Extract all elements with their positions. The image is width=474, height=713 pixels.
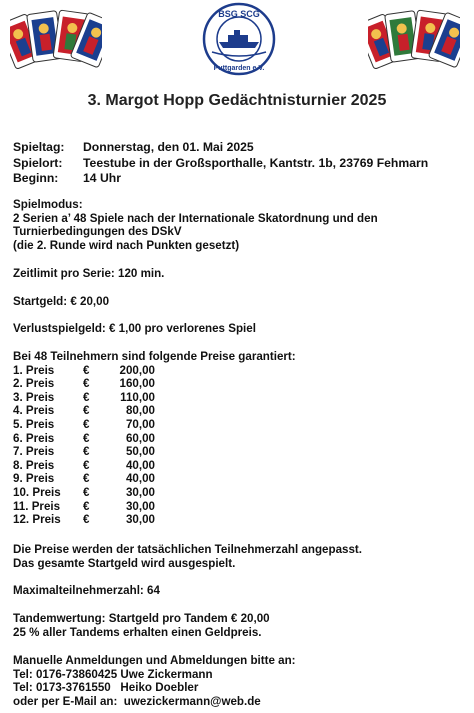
- playing-cards-left-icon: [10, 6, 102, 78]
- prize-row: [13, 500, 296, 514]
- logo-bottom-text: Puttgarden e.V.: [213, 65, 265, 72]
- contact-line: Manuelle Anmeldungen und Abmeldungen bitte an:: [13, 654, 296, 667]
- info-row-spielort: [13, 156, 428, 172]
- spielmodus-heading: Spielmodus:: [13, 198, 83, 211]
- prize-value: 110,00: [120, 390, 155, 404]
- prize-currency: €: [83, 417, 90, 431]
- prize-currency: €: [83, 445, 90, 459]
- prize-heading: Bei 48 Teilnehmern sind folgende Preise garantiert:: [13, 350, 296, 363]
- prize-list: [13, 364, 296, 527]
- prize-label: 12. Preis: [13, 513, 61, 527]
- max-participants: Maximalteilnehmerzahl: 64: [13, 584, 160, 597]
- prize-currency: €: [83, 485, 90, 499]
- spielmodus-line: Turnierbedingungen des DSkV: [13, 225, 182, 239]
- prize-label: 3. Preis: [13, 390, 55, 404]
- prize-label: 7. Preis: [13, 445, 55, 459]
- prize-row: [13, 472, 296, 486]
- prize-row: [13, 364, 296, 378]
- logo-top-text: BSG SCG: [218, 9, 260, 19]
- header: [0, 0, 474, 92]
- prize-value: 160,00: [119, 377, 155, 391]
- prize-row: [13, 459, 296, 473]
- prize-row: [13, 513, 296, 527]
- prize-row: [13, 391, 296, 405]
- prize-label: 1. Preis: [13, 363, 55, 377]
- spielmodus-line: (die 2. Runde wird nach Punkten gesetzt): [13, 238, 240, 252]
- info-row-beginn: [13, 171, 428, 187]
- prize-currency: €: [83, 404, 90, 418]
- contact-email-line[interactable]: oder per E-Mail an: uwezickermann@web.de: [13, 694, 261, 708]
- prize-value: 30,00: [125, 485, 155, 499]
- prize-currency: €: [83, 472, 90, 486]
- prize-currency: €: [83, 431, 90, 445]
- prize-row: [13, 432, 296, 446]
- prize-section: [13, 350, 296, 527]
- prize-row: [13, 445, 296, 459]
- event-info: [13, 140, 428, 187]
- info-row-spieltag: [13, 140, 428, 156]
- tandem-line: 25 % aller Tandems erhalten einen Geldpreis.: [13, 625, 262, 639]
- contact-section: [13, 654, 296, 708]
- prize-value: 60,00: [125, 431, 155, 445]
- startgeld: Startgeld: € 20,00: [13, 295, 110, 308]
- info-value: Teestube in der Großsporthalle, Kantstr. 1b, 23769 Fehmarn: [83, 155, 429, 170]
- notes-section: [13, 543, 362, 570]
- prize-label: 10. Preis: [13, 485, 61, 499]
- contact-line: Tel: 0173-3761550 Heiko Doebler: [13, 681, 199, 695]
- info-label: Spieltag:: [13, 140, 65, 154]
- prize-value: 30,00: [125, 499, 155, 513]
- prize-value: 200,00: [119, 363, 155, 377]
- zeitlimit: Zeitlimit pro Serie: 120 min.: [13, 267, 165, 280]
- prize-value: 70,00: [125, 417, 155, 431]
- page-title: 3. Margot Hopp Gedächtnisturnier 2025: [87, 92, 387, 109]
- verlustspielgeld: Verlustspielgeld: € 1,00 pro verlorenes Spiel: [13, 322, 256, 335]
- info-value: 14 Uhr: [83, 171, 121, 185]
- prize-row: [13, 377, 296, 391]
- prize-currency: €: [83, 377, 90, 391]
- spielmodus-line: 2 Serien a’ 48 Spiele nach der Internationale Skatordnung und den: [13, 211, 378, 225]
- spielmodus-section: [13, 198, 378, 252]
- prize-row: [13, 486, 296, 500]
- info-label: Spielort:: [13, 155, 63, 170]
- info-value: Donnerstag, den 01. Mai 2025: [83, 140, 254, 154]
- prize-row: [13, 404, 296, 418]
- tandem-line: Tandemwertung: Startgeld pro Tandem € 20,00: [13, 612, 270, 625]
- note-line: Das gesamte Startgeld wird ausgespielt.: [13, 556, 236, 570]
- info-label: Beginn:: [13, 171, 59, 185]
- prize-label: 6. Preis: [13, 431, 55, 445]
- prize-currency: €: [83, 363, 90, 377]
- club-logo: [200, 2, 278, 76]
- prize-currency: €: [83, 458, 90, 472]
- prize-label: 2. Preis: [13, 377, 55, 391]
- prize-value: 40,00: [125, 472, 155, 486]
- prize-value: 80,00: [125, 404, 155, 418]
- prize-label: 11. Preis: [13, 499, 61, 513]
- prize-label: 8. Preis: [13, 458, 55, 472]
- contact-line: Tel: 0176-73860425 Uwe Zickermann: [13, 667, 213, 681]
- playing-cards-right-icon: [368, 6, 460, 78]
- prize-value: 30,00: [125, 513, 155, 527]
- prize-label: 4. Preis: [13, 404, 55, 418]
- prize-value: 40,00: [125, 458, 155, 472]
- prize-currency: €: [83, 390, 90, 404]
- prize-label: 5. Preis: [13, 417, 55, 431]
- prize-currency: €: [83, 513, 90, 527]
- prize-label: 9. Preis: [13, 472, 55, 486]
- prize-row: [13, 418, 296, 432]
- prize-value: 50,00: [125, 445, 155, 459]
- tandem-section: [13, 612, 270, 639]
- prize-currency: €: [83, 499, 90, 513]
- note-line: Die Preise werden der tatsächlichen Teilnehmerzahl angepasst.: [13, 543, 363, 556]
